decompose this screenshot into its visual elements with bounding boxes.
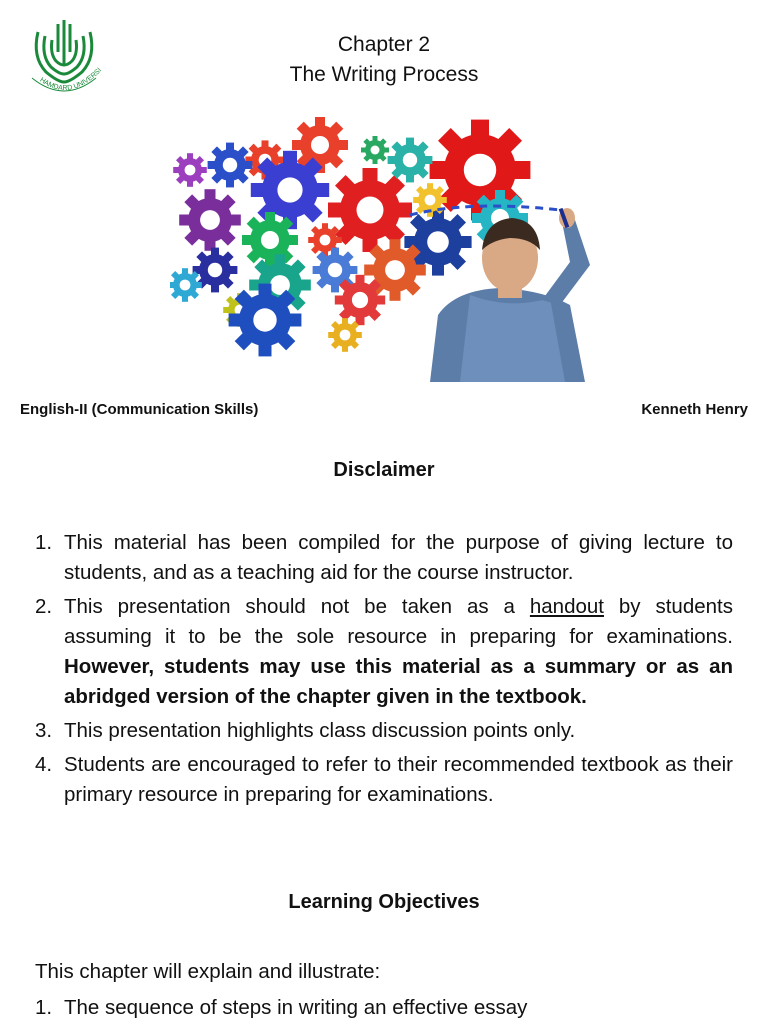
- list-item: [35, 592, 733, 712]
- list-item: [35, 750, 733, 810]
- course-name: English-II (Communication Skills): [20, 401, 259, 418]
- chapter-label: Chapter 2: [337, 33, 431, 56]
- list-text: by students assuming it to be the sole resource in preparing for examinations.: [64, 595, 733, 648]
- author-name: Kenneth Henry: [641, 401, 748, 418]
- list-text: Students are encouraged to refer to their recommended textbook as their primary resource in preparing for examinations.: [64, 753, 733, 806]
- chapter-title: The Writing Process: [289, 63, 479, 86]
- list-item: [35, 996, 527, 1020]
- list-number: 3.: [35, 719, 53, 742]
- list-number: 2.: [35, 595, 53, 618]
- list-text: The sequence of steps in writing an effective essay: [64, 996, 528, 1019]
- objectives-heading: Learning Objectives: [288, 891, 480, 913]
- list-text: This presentation highlights class discussion points only.: [64, 719, 576, 742]
- list-number: 1.: [35, 996, 53, 1019]
- list-item: [35, 716, 733, 746]
- underlined-term: handout: [529, 595, 604, 618]
- objectives-intro: This chapter will explain and illustrate:: [35, 960, 381, 983]
- list-text: This presentation should not be taken as a: [64, 595, 530, 618]
- list-item: [35, 528, 733, 588]
- list-number: 1.: [35, 531, 53, 554]
- list-text: This material has been compiled for the purpose of giving lecture to students, and as a teaching aid for the course instructor.: [64, 531, 733, 584]
- disclaimer-heading: Disclaimer: [333, 459, 435, 481]
- gears-illustration: [170, 110, 630, 382]
- list-number: 4.: [35, 753, 53, 776]
- logo-ring-text: HAMDARD UNIVERSI: [38, 66, 104, 93]
- bold-note: However, students may use this material as a summary or as an abridged version of the chapter given in the textbook.: [64, 655, 733, 708]
- gears-and-man-drawing-icon: [170, 110, 630, 382]
- disclaimer-list: [35, 528, 733, 814]
